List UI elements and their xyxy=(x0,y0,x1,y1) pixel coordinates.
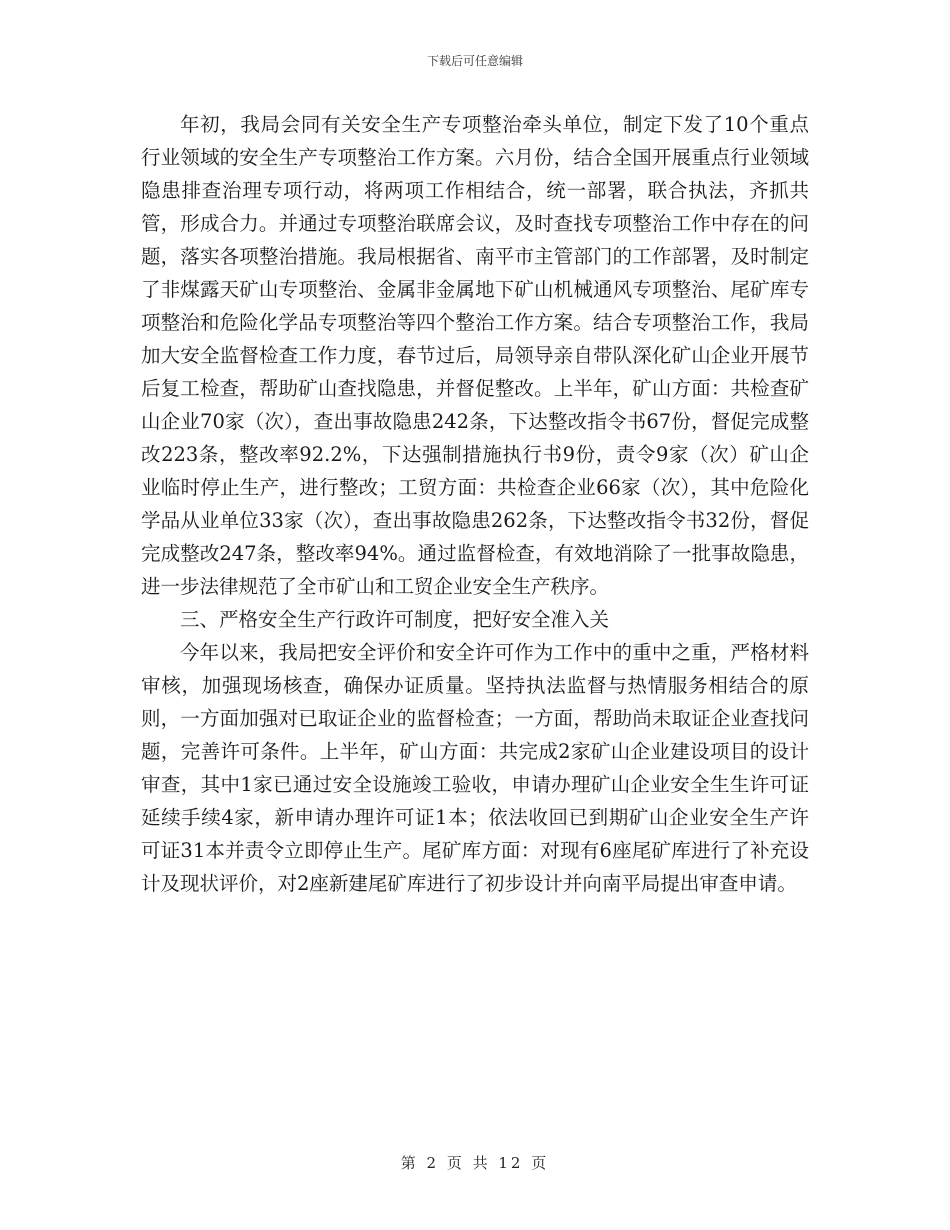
page-number-footer: 第 2 页 共 12 页 xyxy=(400,1154,550,1172)
section-heading-3: 三、严格安全生产行政许可制度，把好安全准入关 xyxy=(180,608,610,631)
paragraph-special-rectification: 年初，我局会同有关安全生产专项整治牵头单位，制定下发了10个重点行业领域的安全生产专项整治工作方案。六月份，结合全国开展重点行业领域隐患排查治理专项行动，将两项工作相结合，统一部署，联合执法，齐抓共管，形成合力。并通过专项整治联席会议，及时查找专项整治工作中存在的问题，落实各项整治措施。我局根据省、南平市主管部门的工作部署，及时制定了非煤露天矿山专项整治、金属非金属地下矿山机械通风专项整治、尾矿库专项整治和危险化学品专项整治等四个整治工作方案。结合专项整治工作，我局加大安全监督检查工作力度，春节过后，局领导亲自带队深化矿山企业开展节后复工检查，帮助矿山查找隐患，并督促整改。上半年，矿山方面：共检查矿山企业70家（次），查出事故隐患242条，下达整改指令书67份，督促完成整改223条，整改率92.2%，下达强制措施执行书9份，责令9家（次）矿山企业临时停止生产，进行整改；工贸方面：共检查企业66家（次），其中危险化学品从业单位33家（次），查出事故隐患262条，下达整改指令书32份，督促完成整改247条，整改率94%。通过监督检查，有效地消除了一批事故隐患，进一步法律规范了全市矿山和工贸企业安全生产秩序。 xyxy=(141,113,809,598)
document-body xyxy=(141,108,809,900)
paragraph-safety-permits: 今年以来，我局把安全评价和安全许可作为工作中的重中之重，严格材料审核，加强现场核查，确保办证质量。坚持执法监督与热情服务相结合的原则，一方面加强对已取证企业的监督检查；一方面，帮助尚未取证企业查找问题，完善许可条件。上半年，矿山方面：共完成2家矿山企业建设项目的设计审查，其中1家已通过安全设施竣工验收，申请办理矿山企业安全生生许可证延续手续4家，新申请办理许可证1本；依法收回已到期矿山企业安全生产许可证31本并责令立即停止生产。尾矿库方面：对现有6座尾矿库进行了补充设计及现状评价，对2座新建尾矿库进行了初步设计并向南平局提出审查申请。 xyxy=(141,641,809,895)
page-header: 下载后可任意编辑 xyxy=(426,54,523,68)
